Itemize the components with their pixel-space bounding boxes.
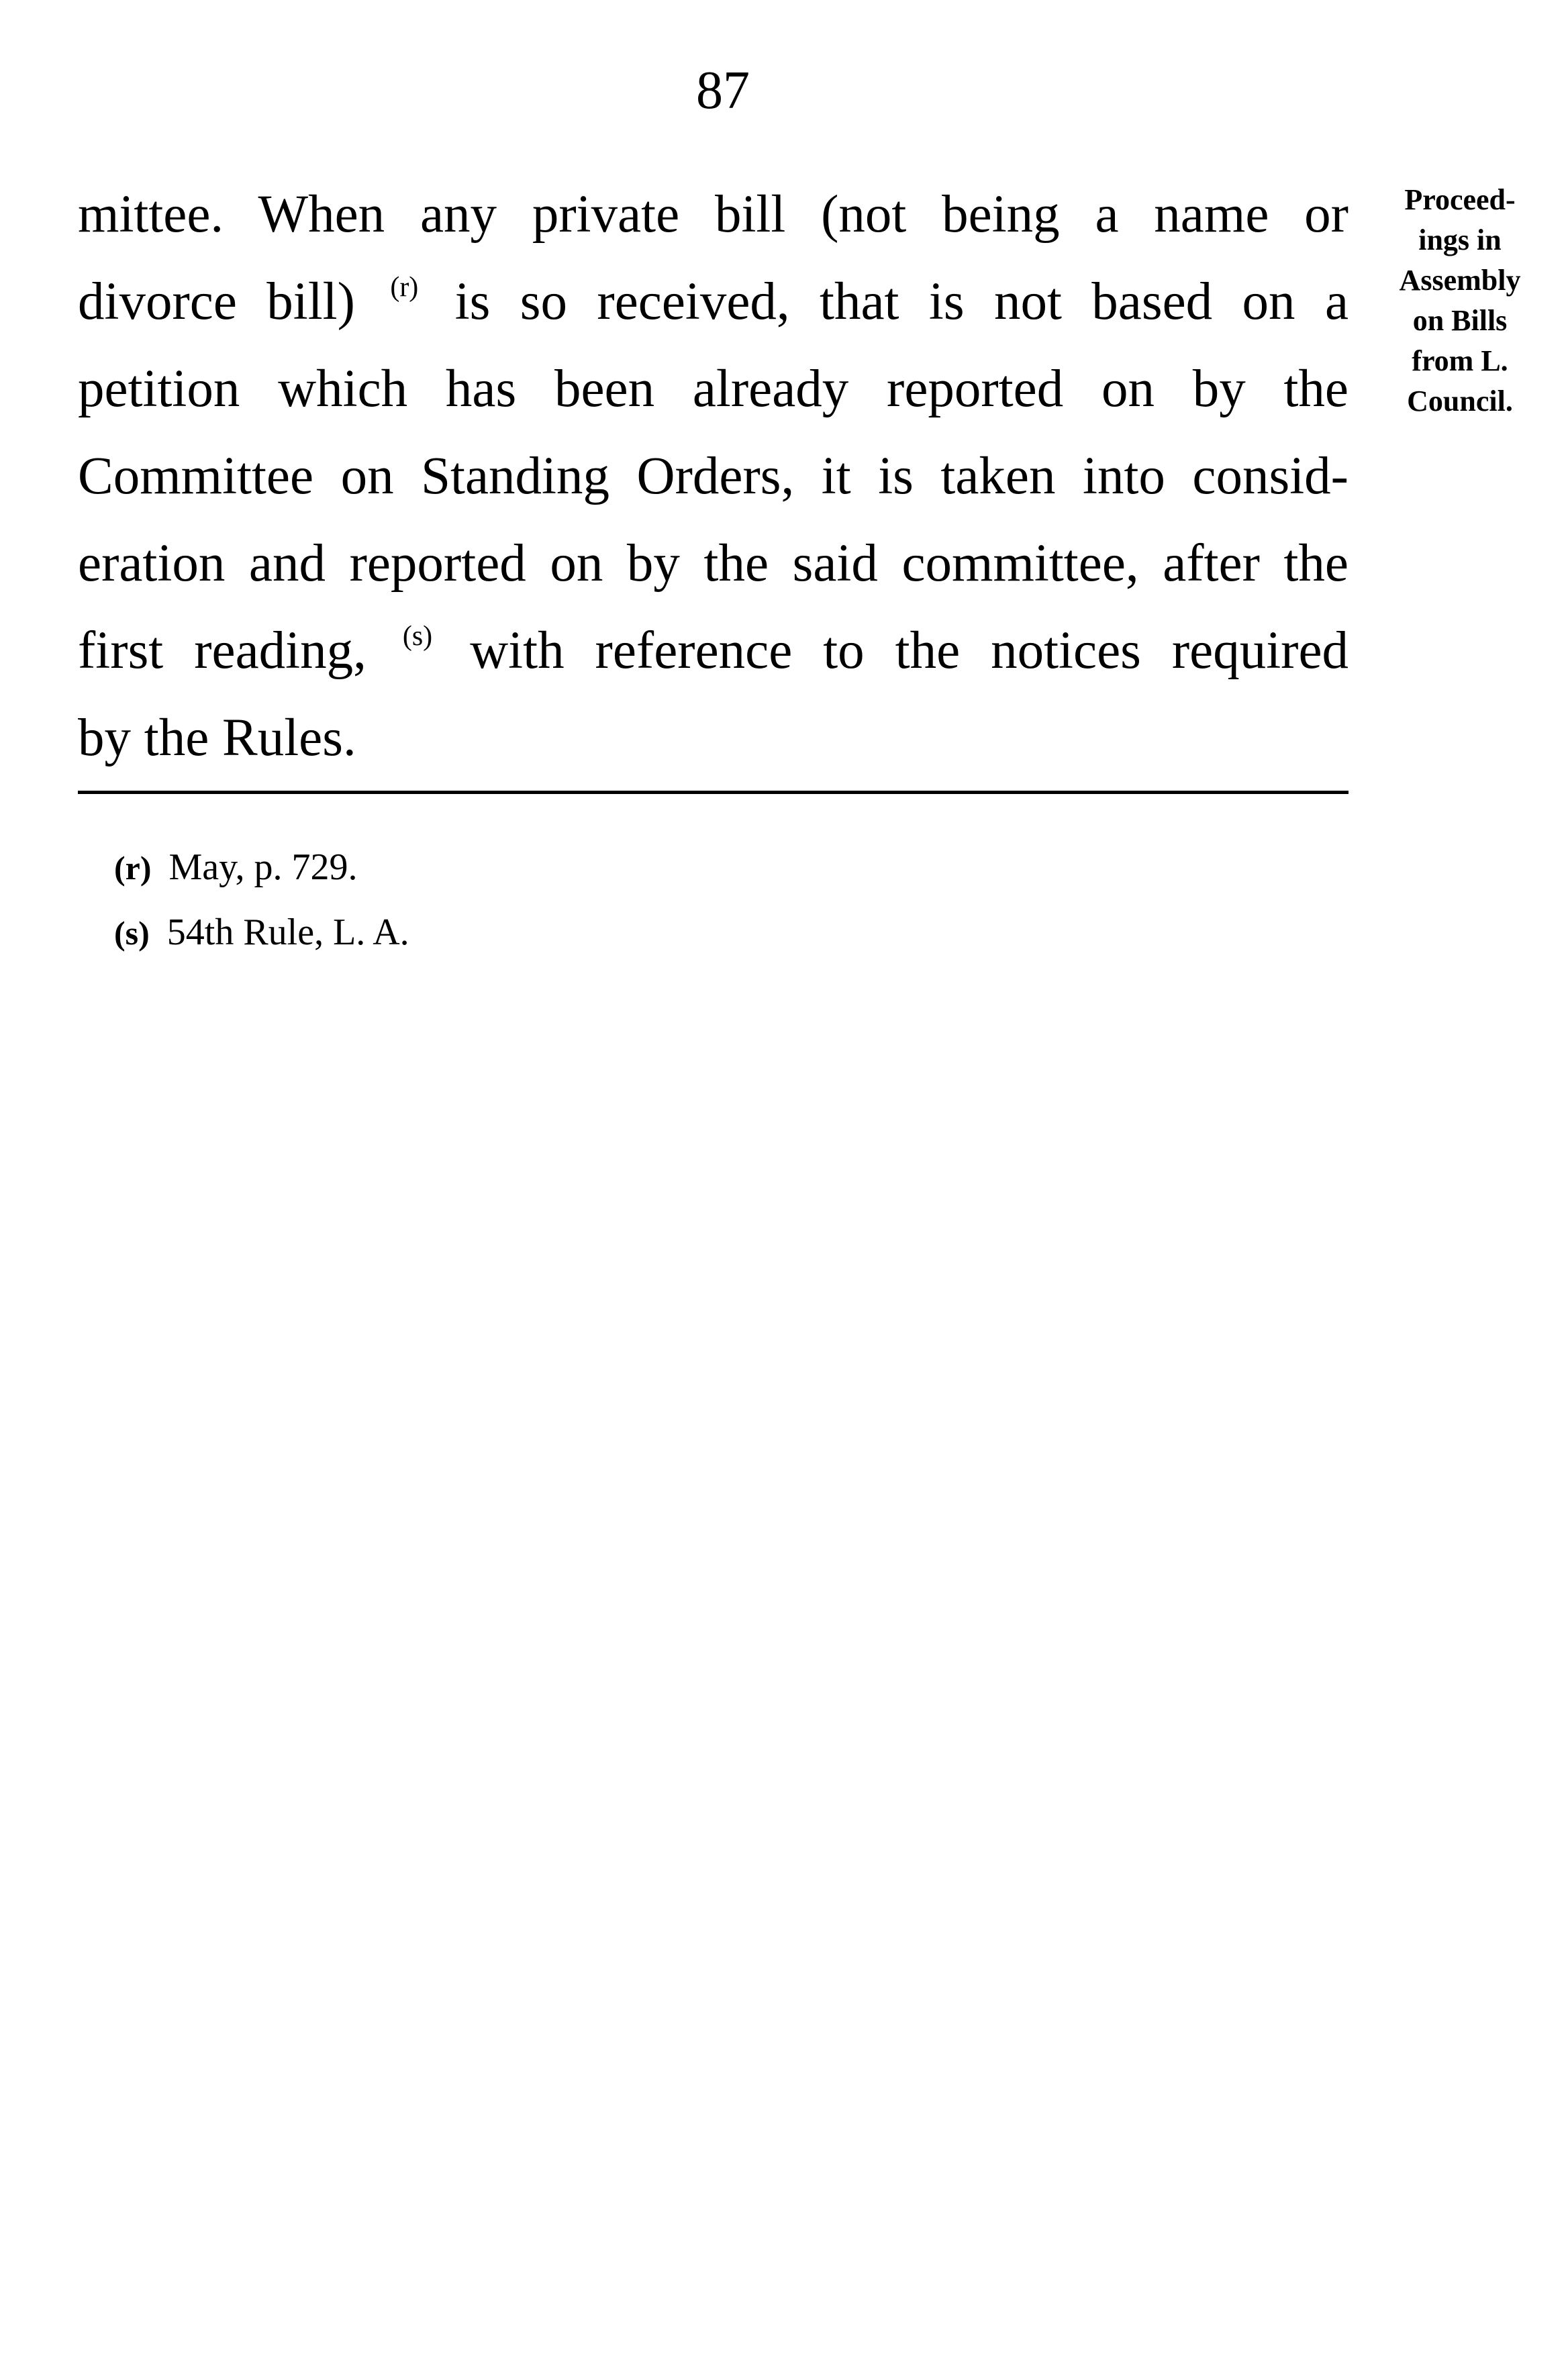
footnote bbox=[114, 900, 409, 965]
footnote bbox=[114, 835, 409, 900]
margin-note-line: Council. bbox=[1407, 385, 1513, 417]
text-segment: first reading, bbox=[78, 622, 366, 680]
main-paragraph bbox=[78, 171, 1349, 782]
text-line: eration and reported on by the said committee, after the bbox=[78, 534, 1349, 593]
text-line: mittee. When any private bill (not being a name or bbox=[78, 185, 1349, 244]
margin-note-line: on Bills bbox=[1412, 304, 1508, 337]
margin-note-line: Assembly bbox=[1399, 264, 1521, 297]
footnote-divider bbox=[78, 791, 1349, 794]
text-line: Committee on Standing Orders, it is taken into consid- bbox=[78, 447, 1349, 505]
margin-note-line: Proceed- bbox=[1404, 183, 1516, 216]
margin-note-line: from L. bbox=[1412, 344, 1508, 377]
margin-note-line: ings in bbox=[1418, 224, 1502, 256]
footnote-text: 54th Rule, L. A. bbox=[166, 911, 409, 953]
page-number: 87 bbox=[696, 61, 750, 120]
text-segment: divorce bill) bbox=[78, 273, 355, 331]
footnote-mark: (s) bbox=[114, 914, 150, 952]
footnote-text: May, p. 729. bbox=[168, 846, 358, 888]
text-line: by the Rules. bbox=[78, 709, 356, 767]
footnotes bbox=[114, 835, 409, 965]
footnote-mark: (r) bbox=[114, 849, 152, 887]
text-line bbox=[78, 258, 1349, 346]
margin-note bbox=[1363, 180, 1557, 422]
text-line: petition which has been already reported on by the bbox=[78, 360, 1349, 418]
text-segment: is so received, that is not based on a bbox=[454, 273, 1349, 331]
footnote-reference: (s) bbox=[402, 621, 433, 652]
footnote-reference: (r) bbox=[390, 272, 419, 303]
text-line bbox=[78, 607, 1349, 695]
text-segment: with reference to the notices required bbox=[470, 622, 1349, 680]
